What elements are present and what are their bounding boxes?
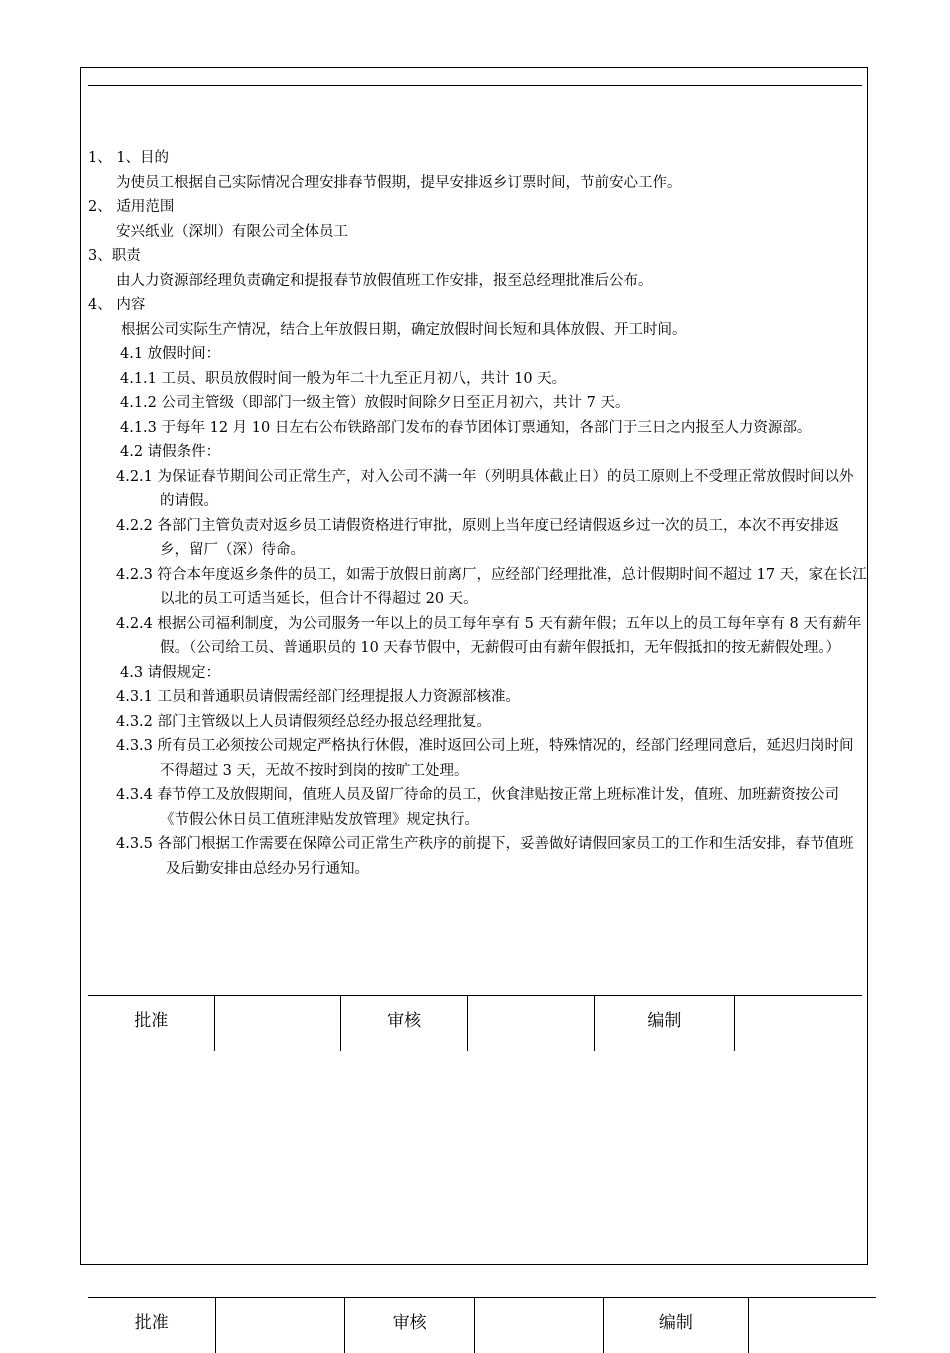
- item-423: 4.2.3 符合本年度返乡条件的员工，如需于放假日前离厂，应经部门经理批准，总计假期时间不超过 17 天，家在长江以北的员工可适当延长，但合计不得超过 20 天。: [88, 563, 870, 612]
- review-label: 审核: [345, 1298, 474, 1353]
- section-2-body: 安兴纸业（深圳）有限公司全体员工: [88, 220, 868, 245]
- section-4-heading: 4、 内容: [88, 293, 868, 318]
- review-field[interactable]: [474, 1298, 603, 1353]
- item-411: 4.1.1 工员、职员放假时间一般为年二十九至正月初八，共计 10 天。: [88, 367, 868, 392]
- section-3-body: 由人力资源部经理负责确定和提报春节放假值班工作安排，报至总经理批准后公布。: [88, 269, 868, 294]
- item-432: 4.3.2 部门主管级以上人员请假须经总经办报总经理批复。: [88, 710, 866, 735]
- section-1-heading: 1、 1、目的: [88, 146, 868, 171]
- approve-label: 批准: [88, 996, 215, 1052]
- approve-field[interactable]: [216, 1298, 345, 1353]
- document-body: [88, 146, 868, 881]
- prepare-label: 编制: [594, 996, 734, 1052]
- item-434: 4.3.4 春节停工及放假期间，值班人员及留厂待命的员工，伙食津贴按正常上班标准计发，值班、加班薪资按公司《节假公休日员工值班津贴发放管理》规定执行。: [88, 783, 866, 832]
- prepare-field[interactable]: [748, 1298, 876, 1353]
- item-435: 4.3.5 各部门根据工作需要在保障公司正常生产秩序的前提下，妥善做好请假回家员工的工作和生活安排，春节值班及后勤安排由总经办另行通知。: [88, 832, 866, 881]
- subsection-42-title: 4.2 请假条件：: [88, 440, 868, 465]
- signature-table: [88, 995, 862, 1051]
- item-413: 4.1.3 于每年 12 月 10 日左右公布铁路部门发布的春节团体订票通知，各部门于三日之内报至人力资源部。: [88, 416, 862, 441]
- item-412: 4.1.2 公司主管级（即部门一级主管）放假时间除夕日至正月初六，共计 7 天。: [88, 391, 868, 416]
- approve-label: 批准: [88, 1298, 216, 1353]
- item-421: 4.2.1 为保证春节期间公司正常生产，对入公司不满一年（列明具体截止日）的员工原则上不受理正常放假时间以外的请假。: [88, 465, 866, 514]
- signature-table-footer: [88, 1297, 876, 1353]
- section-1-body: 为使员工根据自己实际情况合理安排春节假期，提早安排返乡订票时间，节前安心工作。: [88, 171, 868, 196]
- prepare-field[interactable]: [734, 996, 862, 1052]
- approve-field[interactable]: [215, 996, 341, 1052]
- item-431: 4.3.1 工员和普通职员请假需经部门经理提报人力资源部核准。: [88, 685, 866, 710]
- review-label: 审核: [341, 996, 467, 1052]
- prepare-label: 编制: [603, 1298, 748, 1353]
- header-rule: [88, 85, 862, 86]
- subsection-41-title: 4.1 放假时间：: [88, 342, 868, 367]
- section-4-body: 根据公司实际生产情况，结合上年放假日期，确定放假时间长短和具体放假、开工时间。: [88, 318, 868, 343]
- section-3-heading: 3、职责: [88, 244, 868, 269]
- review-field[interactable]: [467, 996, 594, 1052]
- subsection-43-title: 4.3 请假规定：: [88, 661, 868, 686]
- section-2-heading: 2、 适用范围: [88, 195, 868, 220]
- item-433: 4.3.3 所有员工必须按公司规定严格执行休假，准时返回公司上班，特殊情况的，经部门经理同意后，延迟归岗时间不得超过 3 天，无故不按时到岗的按旷工处理。: [88, 734, 866, 783]
- item-424: 4.2.4 根据公司福利制度，为公司服务一年以上的员工每年享有 5 天有薪年假；五年以上的员工每年享有 8 天有薪年假。（公司给工员、普通职员的 10 天春节假中，无薪假可由有薪年假抵扣，无年假抵扣的按无薪假处理。）: [88, 612, 866, 661]
- item-422: 4.2.2 各部门主管负责对返乡员工请假资格进行审批，原则上当年度已经请假返乡过一次的员工，本次不再安排返乡，留厂（深）待命。: [88, 514, 866, 563]
